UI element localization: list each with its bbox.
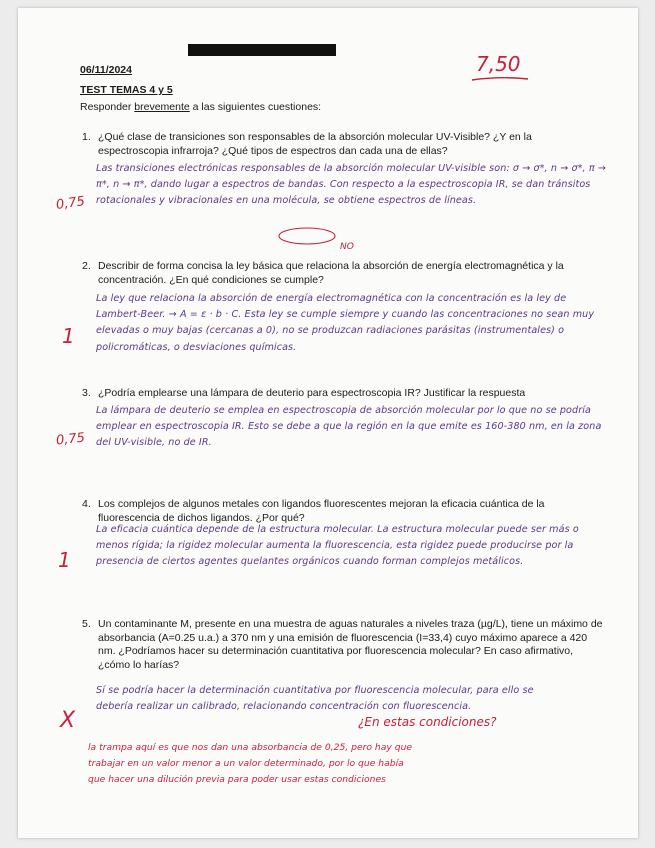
question-1-text: ¿Qué clase de transiciones son responsables de la absorción molecular UV-Visible? ¿Y en la espectroscopia infrarroja? ¿Qué tipos de espectros dan cada una de ellas? — [98, 131, 532, 157]
question-3-grade: 0,75 — [55, 430, 86, 449]
question-5-teacher-question: ¿En estas condiciones? — [358, 715, 497, 729]
exam-date: 06/11/2024 — [80, 64, 132, 76]
question-4-number: 4. — [82, 498, 91, 510]
question-1-grade: 0,75 — [55, 194, 86, 213]
question-2-text: Describir de forma concisa la ley básica que relaciona la absorción de energía electromagnética y la concentración. ¿En qué condiciones se cumple? — [98, 260, 564, 286]
question-4-text: Los complejos de algunos metales con ligandos fluorescentes mejoran la eficacia cuántica de la fluorescencia de dichos ligandos. ¿Por qué? — [98, 498, 545, 524]
question-2-answer: La ley que relaciona la absorción de energía electromagnética con la concentración es la ley de Lambert-Beer. → A = ε · b · C. Esta ley se cumple siempre y cuando las concentraciones no sean muy elevadas o muy bajas (cercanas a 0), no se produzcan radiaciones parásitas (instrumentales) o policromáticas, o desviaciones químicas. — [96, 293, 595, 353]
question-5-grade-cross: X — [60, 708, 76, 733]
question-2-grade: 1 — [62, 324, 75, 348]
question-5-teacher-feedback: la trampa aquí es que nos dan una absorbancia de 0,25, pero hay que trabajar en un valor menor a un valor determinado, por lo que había que hacer una dilución previa para poder usar estas condiciones — [88, 742, 413, 785]
question-1-answer: Las transiciones electrónicas responsables de la absorción molecular UV-visible son: σ → σ*, n → σ*, π → π*, n → π*, dando lugar a espectros de bandas. Con respecto a la espectroscopia IR, se dan tránsitos rotacionales y vibracionales en una molécula, se obtiene espectros de líneas. — [96, 163, 607, 207]
exam-sheet — [18, 8, 638, 838]
instructions-underlined: brevemente — [134, 101, 190, 113]
question-5-answer: Sí se podría hacer la determinación cuantitativa por fluorescencia molecular, para ello se debería realizar un calibrado, relacionando concentración con fluorescencia. — [96, 685, 534, 713]
question-1-note: NO — [340, 242, 354, 252]
total-grade-underline — [470, 74, 530, 84]
question-3-answer: La lámpara de deuterio se emplea en espectroscopia de absorción molecular por lo que no se podría emplear en espectroscopia IR. Esto se debe a que la región en la que emite es 160-380 nm, en la zona del UV-visible, no de IR. — [96, 405, 602, 449]
instructions — [80, 101, 321, 114]
question-3-number: 3. — [82, 387, 91, 399]
total-grade: 7,50 — [476, 52, 521, 76]
question-2-number: 2. — [82, 260, 91, 272]
question-5-text: Un contaminante M, presente en una muestra de aguas naturales a niveles traza (µg/L), tiene un máximo de absorbancia (A=0.25 u.a.) a 370 nm y una emisión de fluorescencia (I=33,4) cuyo máximo aparece a 420 nm. ¿Podríamos hacer su determinación cuantitativa por fluorescencia molecular? En caso afirmativo, ¿cómo lo harías? — [98, 618, 603, 671]
question-1-circle-mark — [276, 226, 338, 248]
question-3-text: ¿Podría emplearse una lámpara de deuterio para espectroscopia IR? Justificar la respuesta — [98, 387, 526, 399]
test-title: TEST TEMAS 4 y 5 — [80, 84, 173, 96]
question-4-grade: 1 — [58, 548, 71, 572]
instructions-prefix: Responder — [80, 101, 135, 113]
redacted-name-bar — [188, 44, 336, 56]
question-4-answer: La eficacia cuántica depende de la estructura molecular. La estructura molecular puede ser más o menos rígida; la rigidez molecular aumenta la fluorescencia, esta rigidez puede producirse por la presencia de ciertos agentes quelantes orgánicos cuando forman complejos metálicos. — [96, 524, 579, 568]
question-1-number: 1. — [82, 131, 91, 143]
instructions-suffix: a las siguientes cuestiones: — [189, 101, 322, 113]
question-5-number: 5. — [82, 618, 91, 630]
